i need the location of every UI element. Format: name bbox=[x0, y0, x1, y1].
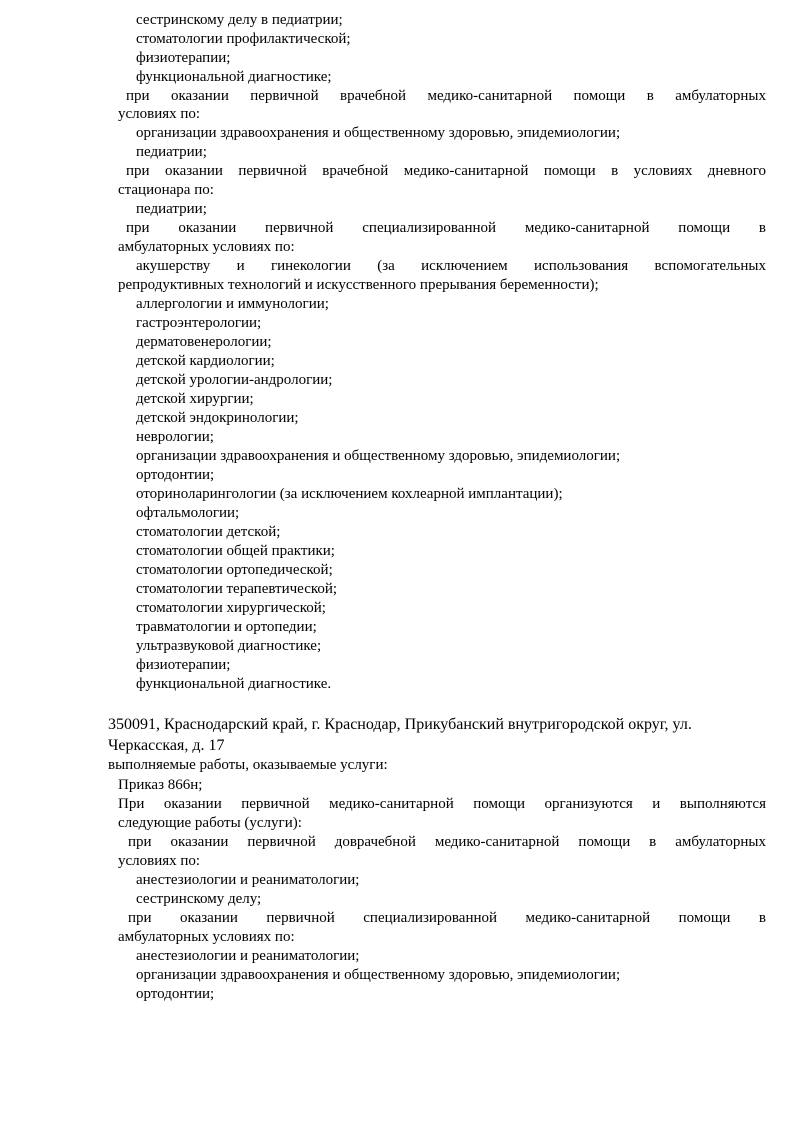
paragraph-line: При оказании первичной медико-санитарной помощи организуются и выполняются bbox=[118, 796, 766, 812]
list-item: педиатрии; bbox=[136, 144, 207, 160]
list-item: анестезиологии и реаниматологии; bbox=[136, 872, 360, 888]
list-item: стоматологии профилактической; bbox=[136, 31, 351, 47]
list-item: гастроэнтерологии; bbox=[136, 315, 262, 331]
list-item: функциональной диагностике. bbox=[136, 676, 332, 692]
paragraph-line: условиях по: bbox=[118, 853, 201, 869]
section-heading: выполняемые работы, оказываемые услуги: bbox=[108, 757, 388, 773]
list-item: педиатрии; bbox=[136, 201, 207, 217]
list-item: офтальмологии; bbox=[136, 505, 240, 521]
paragraph-line: при оказании первичной специализированной медико-санитарной помощи в bbox=[128, 910, 766, 926]
list-item: репродуктивных технологий и искусственного прерывания беременности); bbox=[118, 277, 599, 293]
list-item: оториноларингологии (за исключением кохлеарной имплантации); bbox=[136, 486, 563, 502]
list-item: детской урологии-андрологии; bbox=[136, 372, 333, 388]
list-item: анестезиологии и реаниматологии; bbox=[136, 948, 360, 964]
list-item: организации здравоохранения и общественному здоровью, эпидемиологии; bbox=[136, 967, 621, 983]
list-item: функциональной диагностике; bbox=[136, 69, 332, 85]
paragraph-line: при оказании первичной врачебной медико-санитарной помощи в амбулаторных bbox=[126, 88, 766, 104]
list-item: сестринскому делу в педиатрии; bbox=[136, 12, 343, 28]
list-item: стоматологии ортопедической; bbox=[136, 562, 333, 578]
paragraph-line: амбулаторных условиях по: bbox=[118, 929, 295, 945]
list-item: детской хирургии; bbox=[136, 391, 254, 407]
paragraph-line: стационара по: bbox=[118, 182, 214, 198]
paragraph-line: при оказании первичной врачебной медико-санитарной помощи в условиях дневного bbox=[126, 163, 766, 179]
list-item: физиотерапии; bbox=[136, 50, 231, 66]
address-line: 350091, Краснодарский край, г. Краснодар, Прикубанский внутригородской округ, ул. bbox=[108, 716, 692, 733]
order-label: Приказ 866н; bbox=[118, 777, 203, 793]
list-item: ортодонтии; bbox=[136, 467, 215, 483]
list-item: сестринскому делу; bbox=[136, 891, 262, 907]
list-item: ультразвуковой диагностике; bbox=[136, 638, 322, 654]
list-item: стоматологии терапевтической; bbox=[136, 581, 338, 597]
list-item: детской кардиологии; bbox=[136, 353, 275, 369]
list-item: стоматологии хирургической; bbox=[136, 600, 326, 616]
list-item: акушерству и гинекологии (за исключением использования вспомогательных bbox=[136, 258, 766, 274]
list-item: организации здравоохранения и общественному здоровью, эпидемиологии; bbox=[136, 448, 621, 464]
list-item: детской эндокринологии; bbox=[136, 410, 299, 426]
paragraph-line: амбулаторных условиях по: bbox=[118, 239, 295, 255]
list-item: неврологии; bbox=[136, 429, 214, 445]
paragraph-line: при оказании первичной доврачебной медико-санитарной помощи в амбулаторных bbox=[128, 834, 766, 850]
paragraph-line: при оказании первичной специализированной медико-санитарной помощи в bbox=[126, 220, 766, 236]
list-item: дерматовенерологии; bbox=[136, 334, 272, 350]
list-item: стоматологии общей практики; bbox=[136, 543, 335, 559]
list-item: физиотерапии; bbox=[136, 657, 231, 673]
list-item: аллергологии и иммунологии; bbox=[136, 296, 329, 312]
address-line: Черкасская, д. 17 bbox=[108, 737, 225, 754]
list-item: травматологии и ортопедии; bbox=[136, 619, 317, 635]
list-item: ортодонтии; bbox=[136, 986, 215, 1002]
list-item: организации здравоохранения и общественному здоровью, эпидемиологии; bbox=[136, 125, 621, 141]
paragraph-line: условиях по: bbox=[118, 106, 201, 122]
paragraph-line: следующие работы (услуги): bbox=[118, 815, 302, 831]
list-item: стоматологии детской; bbox=[136, 524, 281, 540]
